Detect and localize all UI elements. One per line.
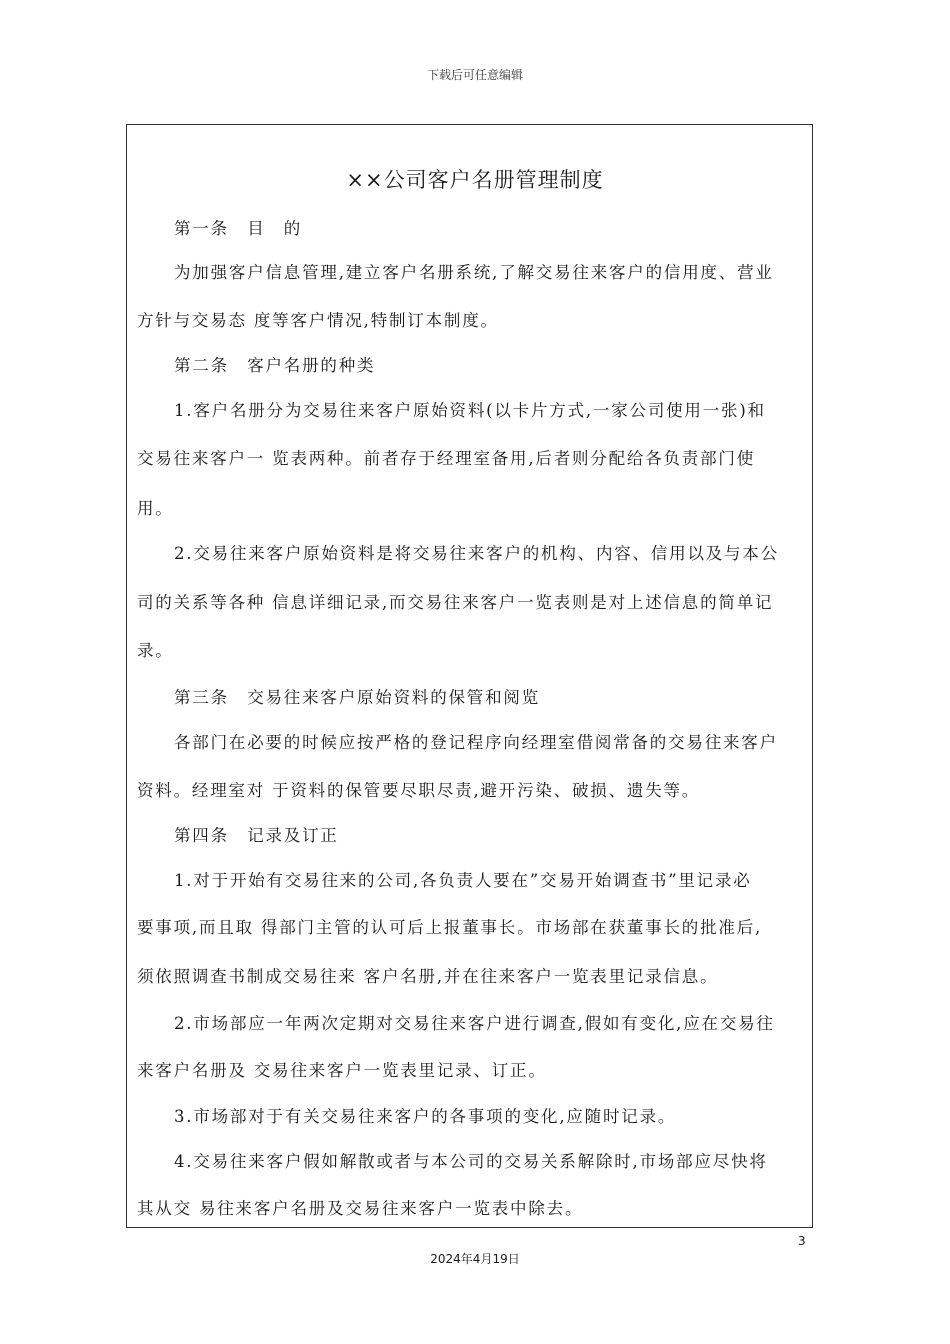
paragraph-line: 其从交 易往来客户名册及交易往来客户一览表中除去。: [137, 1199, 584, 1218]
article-3-heading: 第三条 交易往来客户原始资料的保管和阅览: [174, 688, 540, 707]
article-1-heading: 第一条 目 的: [174, 219, 303, 238]
paragraph-line: 1.对于开始有交易往来的公司,各负责人要在”交易开始调查书”里记录必: [174, 871, 752, 890]
paragraph-line: 1.客户名册分为交易往来客户原始资料(以卡片方式,一家公司使用一张)和: [174, 401, 766, 420]
paragraph-line: 须依照调查书制成交易往来 客户名册,并在往来客户一览表里记录信息。: [137, 967, 719, 986]
article-4-heading: 第四条 记录及订正: [174, 826, 339, 845]
paragraph-line: 2.市场部应一年两次定期对交易往来客户进行调查,假如有变化,应在交易往: [174, 1014, 775, 1033]
paragraph-line: 方针与交易态 度等客户情况,特制订本制度。: [137, 311, 499, 330]
paragraph-line: 各部门在必要的时候应按严格的登记程序向经理室借阅常备的交易往来客户: [174, 733, 778, 752]
footer-date: 2024年4月19日: [430, 1252, 520, 1266]
paragraph-line: 4.交易往来客户假如解散或者与本公司的交易关系解除时,市场部应尽快将: [174, 1152, 768, 1171]
page-number: 3: [798, 1234, 806, 1248]
paragraph-line: 交易往来客户一 览表两种。前者存于经理室备用,后者则分配给各负责部门使: [137, 449, 755, 468]
paragraph-line: 用。: [137, 499, 174, 518]
paragraph-line: 为加强客户信息管理,建立客户名册系统,了解交易往来客户的信用度、营业: [174, 263, 774, 282]
document-title: ××公司客户名册管理制度: [346, 168, 604, 192]
paragraph-line: 录。: [137, 641, 174, 660]
paragraph-line: 2.交易往来客户原始资料是将交易往来客户的机构、内容、信用以及与本公: [174, 544, 779, 563]
paragraph-line: 要事项,而且取 得部门主管的认可后上报董事长。市场部在获董事长的批准后,: [137, 918, 763, 937]
paragraph-line: 3.市场部对于有关交易往来客户的各事项的变化,应随时记录。: [174, 1107, 677, 1126]
article-2-heading: 第二条 客户名册的种类: [174, 356, 376, 375]
paragraph-line: 资料。经理室对 于资料的保管要尽职尽责,避开污染、破损、遗失等。: [137, 781, 701, 800]
paragraph-line: 司的关系等各种 信息详细记录,而交易往来客户一览表则是对上述信息的简单记: [137, 593, 774, 612]
paragraph-line: 来客户名册及 交易往来客户一览表里记录、订正。: [137, 1061, 547, 1080]
header-note: 下载后可任意编辑: [426, 68, 523, 82]
